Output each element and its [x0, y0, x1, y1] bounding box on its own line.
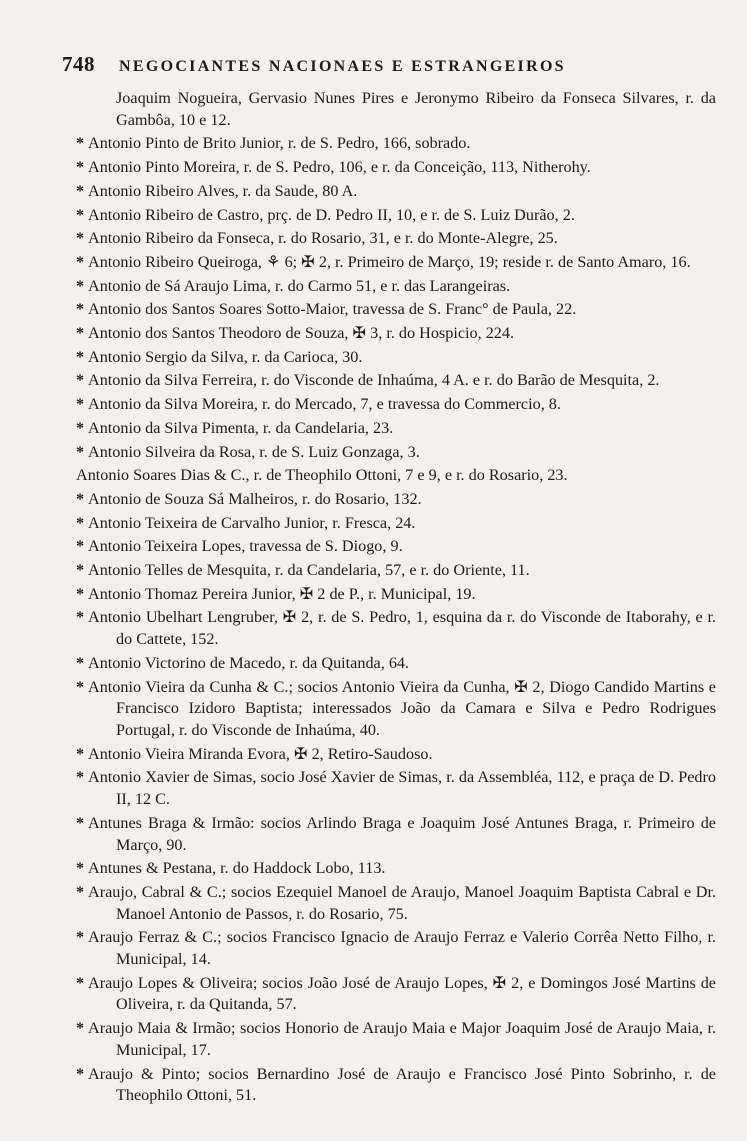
- entry-text: Antonio Soares Dias & C., r. de Theophilo Ottoni, 7 e 9, e r. do Rosario, 23.: [76, 466, 568, 485]
- entry-text: Antonio da Silva Pimenta, r. da Candelaria, 23.: [88, 418, 394, 437]
- entry-text: Araujo & Pinto; socios Bernardino José de Araujo e Francisco José Pinto Sobrinho, r. de Theophilo Ottoni, 51.: [88, 1064, 716, 1105]
- entry-text: Antonio Ribeiro de Castro, prç. de D. Pedro II, 10, e r. de S. Luiz Durão, 2.: [88, 205, 575, 224]
- entry-text: Antonio dos Santos Soares Sotto-Maior, travessa de S. Franc° de Paula, 22.: [88, 300, 577, 319]
- entry-asterisk-mark: *: [76, 768, 85, 787]
- directory-entry: [76, 513, 716, 535]
- entry-asterisk-mark: *: [76, 513, 85, 532]
- entry-asterisk-mark: *: [76, 973, 85, 992]
- directory-entry: [76, 205, 716, 227]
- directory-entry: [76, 465, 716, 487]
- entry-asterisk-mark: *: [76, 1019, 85, 1038]
- directory-entry: [76, 276, 716, 298]
- entry-asterisk-mark: *: [76, 608, 85, 627]
- entry-asterisk-mark: *: [76, 442, 85, 461]
- entry-asterisk-mark: *: [76, 371, 85, 390]
- directory-entry: [76, 370, 716, 392]
- directory-entry: [76, 653, 716, 675]
- entry-text: Antonio Pinto Moreira, r. de S. Pedro, 106, e r. da Conceição, 113, Nitherohy.: [88, 158, 591, 177]
- entry-text: Antonio Ubelhart Lengruber, ✠ 2, r. de S. Pedro, 1, esquina da r. do Visconde de Itaborahy, e r. do Cattete, 152.: [88, 608, 716, 649]
- directory-entry: [76, 323, 716, 345]
- entry-asterisk-mark: *: [76, 300, 85, 319]
- entry-asterisk-mark: *: [76, 229, 85, 248]
- entry-text: Antonio Victorino de Macedo, r. da Quitanda, 64.: [88, 653, 410, 672]
- directory-entry: [76, 252, 716, 274]
- entry-text: Antonio Teixeira Lopes, travessa de S. Diogo, 9.: [88, 537, 403, 556]
- directory-entry: [76, 560, 716, 582]
- directory-entry: [76, 1018, 716, 1061]
- entry-asterisk-mark: *: [76, 677, 85, 696]
- directory-entry: [76, 973, 716, 1016]
- entry-asterisk-mark: *: [76, 134, 85, 153]
- entry-asterisk-mark: *: [76, 324, 85, 343]
- directory-entry: [76, 744, 716, 766]
- entry-asterisk-mark: *: [76, 744, 85, 763]
- entry-asterisk-mark: *: [76, 418, 85, 437]
- directory-entry: [76, 347, 716, 369]
- directory-entry: [76, 677, 716, 742]
- directory-entry: [76, 489, 716, 511]
- directory-entry: [76, 394, 716, 416]
- directory-entry: [76, 927, 716, 970]
- entry-text: Antonio Thomaz Pereira Junior, ✠ 2 de P., r. Municipal, 19.: [88, 584, 476, 603]
- entry-text: Antonio Sergio da Silva, r. da Carioca, 30.: [88, 347, 363, 366]
- entry-asterisk-mark: *: [76, 859, 85, 878]
- entry-asterisk-mark: *: [76, 813, 85, 832]
- entry-text: Antonio Teixeira de Carvalho Junior, r. Fresca, 24.: [88, 513, 416, 532]
- page-number: 748: [62, 52, 95, 76]
- entry-text: Antunes Braga & Irmão: socios Arlindo Braga e Joaquim José Antunes Braga, r. Primeiro de Março, 90.: [88, 813, 716, 854]
- entry-text: Araujo Ferraz & C.; socios Francisco Ignacio de Araujo Ferraz e Valerio Corrêa Netto Filho, r. Municipal, 14.: [88, 928, 716, 969]
- directory-entry: [76, 228, 716, 250]
- entry-asterisk-mark: *: [76, 181, 85, 200]
- directory-entry: [76, 418, 716, 440]
- directory-entry: [76, 1064, 716, 1107]
- directory-entry: [76, 858, 716, 880]
- entry-text: Antonio de Sá Araujo Lima, r. do Carmo 51, e r. das Larangeiras.: [88, 276, 511, 295]
- entry-text: Antonio Silveira da Rosa, r. de S. Luiz Gonzaga, 3.: [88, 442, 420, 461]
- entry-text: Antonio Vieira da Cunha & C.; socios Antonio Vieira da Cunha, ✠ 2, Diogo Candido Martins e Francisco Izidoro Baptista; interessados João da Camara e Silva e Pedro Rodrigues Portugal, r. do Visconde de Inhaúma, 40.: [88, 677, 716, 739]
- entry-text: Araujo Maia & Irmão; socios Honorio de Araujo Maia e Major Joaquim José de Araujo Maia, r. Municipal, 17.: [88, 1019, 716, 1059]
- entry-text: Antonio de Souza Sá Malheiros, r. do Rosario, 132.: [88, 489, 422, 508]
- directory-entry: [76, 88, 716, 131]
- directory-entry: [76, 299, 716, 321]
- entry-text: Antonio Vieira Miranda Evora, ✠ 2, Retiro-Saudoso.: [88, 744, 433, 763]
- entry-text: Antonio Ribeiro Queiroga, ⚘ 6; ✠ 2, r. Primeiro de Março, 19; reside r. de Santo Amaro, 16.: [88, 252, 691, 271]
- entry-text: Antonio Ribeiro da Fonseca, r. do Rosario, 31, e r. do Monte-Alegre, 25.: [88, 229, 558, 248]
- entry-text: Antonio Ribeiro Alves, r. da Saude, 80 A.: [88, 181, 358, 200]
- entry-text: Antonio Pinto de Brito Junior, r. de S. Pedro, 166, sobrado.: [88, 134, 471, 153]
- entry-asterisk-mark: *: [76, 252, 85, 271]
- directory-entry: [76, 607, 716, 650]
- directory-entry: [76, 157, 716, 179]
- entry-text: Joaquim Nogueira, Gervasio Nunes Pires e Jeronymo Ribeiro da Fonseca Silvares, r. da Gambôa, 10 e 12.: [116, 89, 716, 129]
- directory-entry: [76, 536, 716, 558]
- directory-entry: [76, 813, 716, 856]
- entry-text: Araujo, Cabral & C.; socios Ezequiel Manoel de Araujo, Manoel Joaquim Baptista Cabral e Dr. Manoel Antonio de Passos, r. do Rosario, 75.: [88, 882, 716, 923]
- entry-asterisk-mark: *: [76, 653, 85, 672]
- entry-text: Antunes & Pestana, r. do Haddock Lobo, 113.: [88, 859, 386, 878]
- directory-entry: [76, 442, 716, 464]
- page-header: [62, 52, 662, 77]
- entry-asterisk-mark: *: [76, 158, 85, 177]
- entry-text: Antonio da Silva Ferreira, r. do Visconde de Inhaúma, 4 A. e r. do Barão de Mesquita, 2.: [88, 371, 660, 390]
- entry-asterisk-mark: *: [76, 561, 85, 580]
- entry-text: Antonio dos Santos Theodoro de Souza, ✠ 3, r. do Hospicio, 224.: [88, 324, 515, 343]
- entry-text: Antonio da Silva Moreira, r. do Mercado, 7, e travessa do Commercio, 8.: [88, 395, 561, 414]
- directory-entry: [76, 181, 716, 203]
- entry-text: Araujo Lopes & Oliveira; socios João José de Araujo Lopes, ✠ 2, e Domingos José Martins de Oliveira, r. da Quitanda, 57.: [88, 973, 716, 1014]
- entry-asterisk-mark: *: [76, 276, 85, 295]
- directory-entry: [76, 767, 716, 810]
- merchant-entries: [76, 88, 716, 1107]
- directory-entry: [76, 584, 716, 606]
- entry-asterisk-mark: *: [76, 882, 85, 901]
- entry-asterisk-mark: *: [76, 489, 85, 508]
- directory-entry: [76, 882, 716, 925]
- entry-asterisk-mark: *: [76, 1064, 85, 1083]
- entry-text: Antonio Xavier de Simas, socio José Xavier de Simas, r. da Assembléa, 112, e praça de D. Pedro II, 12 C.: [88, 768, 716, 809]
- entry-asterisk-mark: *: [76, 584, 85, 603]
- entry-asterisk-mark: *: [76, 395, 85, 414]
- entry-asterisk-mark: *: [76, 347, 85, 366]
- entry-asterisk-mark: *: [76, 928, 85, 947]
- running-title: NEGOCIANTES NACIONAES E ESTRANGEIROS: [119, 58, 566, 75]
- entry-asterisk-mark: *: [76, 537, 85, 556]
- entry-text: Antonio Telles de Mesquita, r. da Candelaria, 57, e r. do Oriente, 11.: [88, 561, 530, 580]
- entry-asterisk-mark: *: [76, 205, 85, 224]
- directory-entry: [76, 133, 716, 155]
